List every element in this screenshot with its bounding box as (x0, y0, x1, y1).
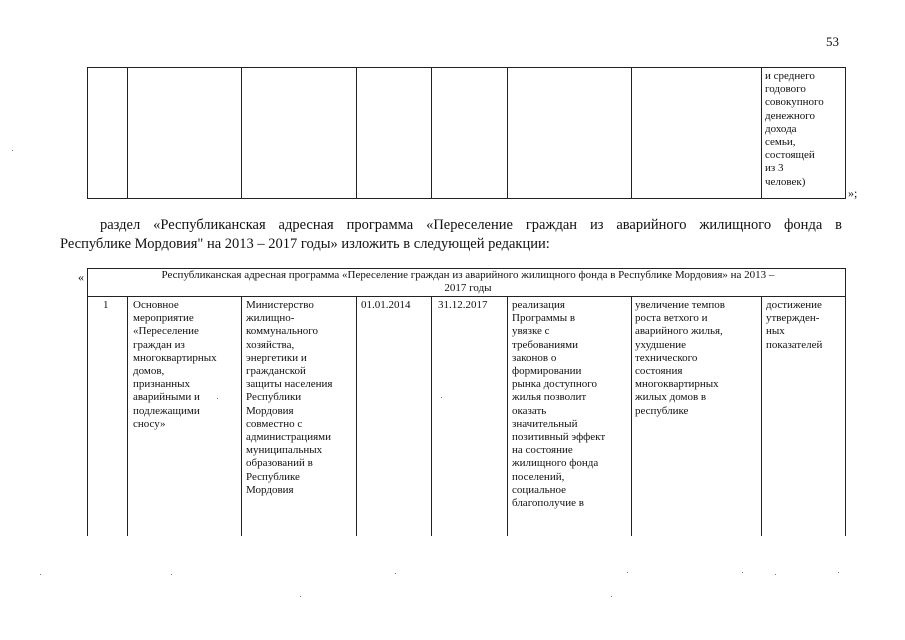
cell-link-indicators: достижение утвержден- ных показателей (766, 299, 823, 351)
cell-executor: Министерство жилищно- коммунального хозяйства, энергетики и гражданской защиты населения Республики Мордовия совместно с администрациями муниципальных образований в Республике Мордовия (246, 299, 333, 496)
table-col-line (507, 296, 508, 536)
table-col-line (507, 67, 508, 199)
table-border-top (87, 67, 845, 68)
cell-row-number: 1 (103, 299, 109, 311)
table-col-line (87, 67, 88, 199)
table-caption-line-2: 2017 годы (444, 282, 492, 294)
table-col-line (631, 296, 632, 536)
scan-speck (775, 574, 776, 575)
scan-speck (611, 596, 612, 597)
scan-speck (171, 574, 172, 575)
table-col-line (431, 67, 432, 199)
cell-event: Основное мероприятие «Переселение граждан из многоквартирных домов, признанных аварийными и подлежащими сносу» (133, 299, 217, 430)
table-open-quote: « (78, 270, 84, 284)
scan-speck (12, 150, 13, 151)
table-col-line (127, 67, 128, 199)
table-border-bottom (87, 198, 845, 199)
table-col-line (431, 296, 432, 536)
paragraph-line-2: Республике Мордовия" на 2013 – 2017 годы» изложить в следующей редакции: (60, 236, 550, 252)
cell-end-date: 31.12.2017 (438, 299, 488, 311)
table-col-line (761, 296, 762, 536)
table-col-line (241, 296, 242, 536)
table-col-line (87, 268, 88, 536)
table-caption (94, 269, 842, 295)
table-col-line (761, 67, 762, 199)
cell-start-date: 01.01.2014 (361, 299, 411, 311)
closing-quote: »; (848, 186, 858, 200)
table-col-line (356, 296, 357, 536)
scan-speck (395, 573, 396, 574)
table-col-line (241, 67, 242, 199)
paragraph-line-1: раздел «Республиканская адресная программа «Переселение граждан из аварийного жилищного фонда в (100, 217, 842, 233)
cell-consequences: увеличение темпов роста ветхого и аварийного жилья, ухудшение технического состояния многоквартирных жилых домов в республике (635, 299, 725, 417)
cell-result: реализация Программы в увязке с требованиями законов о формировании рынка доступного жилья позволит оказать значительный позитивный эффект на состояние жилищного фонда поселений, социальное благополучие в (512, 299, 606, 510)
scan-speck (742, 572, 743, 573)
scan-speck (300, 596, 301, 597)
table-col-line (356, 67, 357, 199)
continued-cell-text: и среднего годового совокупного денежного дохода семьи, состоящей из 3 человек) (765, 70, 824, 188)
table-col-line (127, 296, 128, 536)
scan-speck (217, 398, 218, 399)
scan-speck (838, 572, 839, 573)
table-caption-divider (87, 296, 845, 297)
scan-speck (40, 574, 41, 575)
table-col-line (845, 67, 846, 199)
table-col-line (631, 67, 632, 199)
scan-speck (441, 397, 442, 398)
table-col-line (845, 268, 846, 536)
page-number: 53 (826, 34, 839, 49)
table-caption-line-1: Республиканская адресная программа «Переселение граждан из аварийного жилищного фонда в Республике Мордовия» на 2013 – (161, 269, 775, 281)
scan-speck (627, 572, 628, 573)
